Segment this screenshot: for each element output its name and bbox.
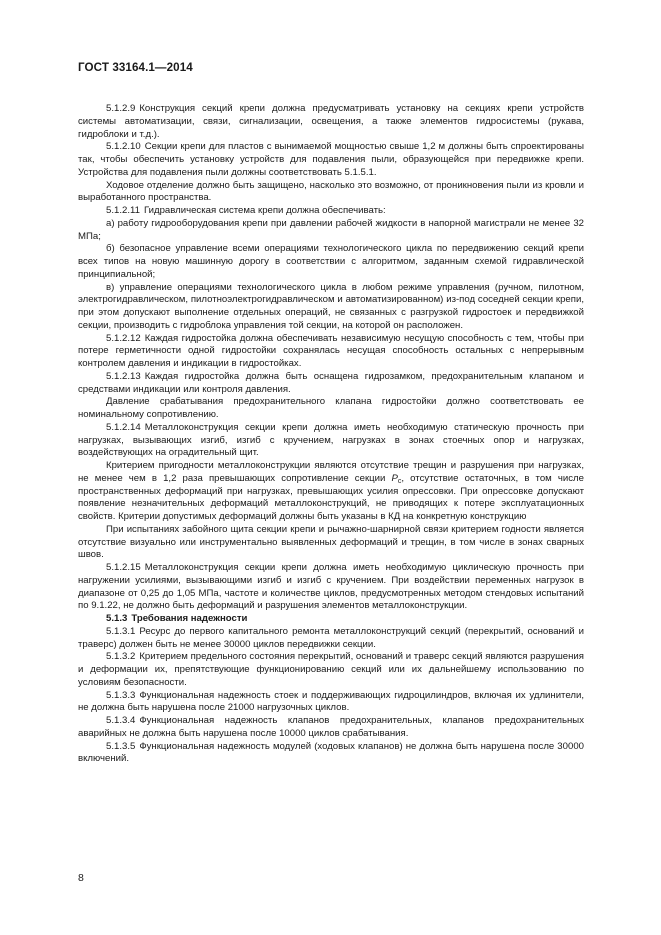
paragraph-5-1-2-13 [78, 371, 584, 397]
resistance-variable: P [391, 472, 398, 484]
clause-number: 5.1.2.15 [106, 562, 141, 573]
paragraph-text: Секции крепи для пластов с вынимаемой мощностью свыше 1,2 м должны быть спроектированы так, чтобы обеспечить установку устройств для подавления пыли, образующейся при передвижке крепи. Устройства для подавления пыли должны соответствовать 5.1.5.1. [78, 141, 584, 178]
clause-number: 5.1.3 [106, 613, 128, 624]
clause-number: 5.1.3.1 [106, 625, 136, 637]
paragraph-5-1-3-3 [78, 690, 584, 716]
paragraph-5-1-2-11 [78, 205, 584, 218]
clause-number: 5.1.2.14 [106, 421, 141, 433]
paragraph-text: При испытаниях забойного щита секции крепи и рычажно-шарнирной связи критерием годности является отсутствие визуально или инструментально выявленных деформаций и трещин, в том числе в зонах сварных швов. [78, 523, 584, 561]
paragraph-text: б) безопасное управление всеми операциями технологического цикла по передвижению секций крепи всех типов на новую машинную дорогу в соответствии с алгоритмом, заданным схемой гидравлической принципиальной; [78, 243, 584, 280]
paragraph-text: в) управление операциями технологического цикла в любом режиме управления (ручном, пилотном, электрогидравлическом, пилотноэлектрогидравлическом и автоматизированном) из-под соседней секции крепи, при этом допускают выполнение отдельных операций, не связанных с разгрузкой гидростоек и передвижкой секции, производить с гидроблока управления той секции, на которой он расположен. [78, 281, 584, 331]
paragraph-text: Функциональная надежность клапанов предохранительных, клапанов предохранительных аварийных не должна быть нарушена после 10000 циклов срабатывания. [78, 715, 584, 739]
paragraph-shield-tests [78, 524, 584, 562]
document-header: ГОСТ 33164.1—2014 [78, 61, 193, 74]
list-item-b [78, 243, 584, 281]
clause-number: 5.1.2.12 [106, 332, 141, 344]
paragraph-text: Ходовое отделение должно быть защищено, насколько это возможно, от проникновения пыли из кровли и выработанного пространства. [78, 179, 584, 204]
clause-number: 5.1.3.3 [106, 689, 136, 701]
page-number: 8 [78, 872, 84, 884]
paragraph-text: Функциональная надежность модулей (ходовых клапанов) не должна быть нарушена после 30000 включений. [78, 740, 584, 765]
paragraph-text: а) работу гидрооборудования крепи при давлении рабочей жидкости в напорной магистрали не менее 32 МПа; [78, 217, 584, 242]
paragraph-fitness-criterion [78, 460, 584, 524]
paragraph-5-1-3-5 [78, 741, 584, 767]
clause-number: 5.1.3.2 [106, 651, 136, 663]
paragraph-5-1-2-10 [78, 141, 584, 179]
paragraph-5-1-3-4 [78, 715, 584, 741]
list-item-a [78, 218, 584, 244]
resistance-subscript: c [397, 477, 402, 485]
paragraph-text: Функциональная надежность стоек и поддерживающих гидроцилиндров, включая их удлинители, не должна быть нарушена после 21000 нагрузочных циклов. [78, 689, 584, 714]
clause-number: 5.1.2.11 [106, 205, 140, 216]
paragraph-5-1-3-2 [78, 651, 584, 689]
paragraph-text: Критерием предельного состояния перекрытий, оснований и траверс секций являются разрушения и деформации их, препятствующие функционированию секций или их дальнейшему использованию по условиям безопасности. [78, 651, 584, 688]
paragraph-5-1-2-14 [78, 422, 584, 460]
paragraph-5-1-2-12 [78, 333, 584, 371]
paragraph-text: Каждая гидростойка должна обеспечивать независимую несущую способность с тем, чтобы при потере герметичности одной гидростойки сохранялась несущая способность остальных с непрерывным контролем давления и индикации в гидростойках. [78, 332, 584, 369]
paragraph-5-1-2-9 [78, 103, 584, 141]
paragraph-text: Ресурс до первого капитального ремонта металлоконструкций секций (перекрытий, оснований и траверс) должен быть не менее 30000 циклов передвижки секции. [78, 625, 584, 650]
paragraph-text: Металлоконструкция секции крепи должна иметь необходимую статическую прочность при нагрузках, вызывающих изгиб, изгиб с кручением, нагрузках в зонах стоечных опор и нагрузках, воздействующих на оградительный щит. [78, 421, 584, 459]
paragraph-text: Гидравлическая система крепи должна обеспечивать: [143, 205, 386, 216]
page-body [78, 103, 584, 766]
heading-text: Требования надежности [131, 613, 248, 624]
clause-number: 5.1.3.5 [106, 740, 136, 752]
clause-number: 5.1.2.13 [106, 370, 141, 382]
clause-number: 5.1.3.4 [106, 715, 136, 726]
section-heading-reliability [78, 613, 584, 626]
paragraph-5-1-2-15 [78, 562, 584, 613]
paragraph-walkway [78, 180, 584, 206]
paragraph-text-before: Критерием пригодности металлоконструкции являются отсутствие трещин и разрушения при нагрузках, не менее чем в 1,2 раза превышающих сопротивление секции [78, 460, 584, 484]
paragraph-text-after: , отсутствие остаточных, в том числе пространственных деформаций при нагрузках, превышающих усилия опрессовки. При опрессовке допускают появление незначительных деформаций металлоконструкций, не приводящих к потере эксплуатационных свойств. Критерии допустимых деформаций должны быть указаны в КД на конкретную конструкцию [78, 472, 584, 522]
paragraph-valve-pressure [78, 396, 584, 422]
list-item-v [78, 282, 584, 333]
clause-number: 5.1.2.9 [106, 103, 136, 114]
clause-number: 5.1.2.10 [106, 141, 141, 153]
paragraph-text: Каждая гидростойка должна быть оснащена гидрозамком, предохранительным клапаном и средствами индикации или контроля давления. [78, 370, 584, 395]
paragraph-text: Металлоконструкция секции крепи должна иметь необходимую циклическую прочность при нагружении усилиями, вызывающими изгиб и изгиб с кручением. При воздействии переменных нагрузок в диапазоне от 0,25 до 1,05 МПа, частоте и количестве циклов, предусмотренных методом стендовых испытаний по 9.1.22, не должно быть деформаций и разрушения элементов металлоконструкции. [78, 562, 584, 612]
paragraph-5-1-3-1 [78, 626, 584, 652]
paragraph-text: Давление срабатывания предохранительного клапана гидростойки должно соответствовать ее номинальному сопротивлению. [78, 396, 584, 420]
paragraph-text: Конструкция секций крепи должна предусматривать установку на секциях крепи устройств системы автоматизации, связи, сигнализации, освещения, а также элементов гидросистемы (рукава, гидроблоки и т.д.). [78, 103, 584, 140]
